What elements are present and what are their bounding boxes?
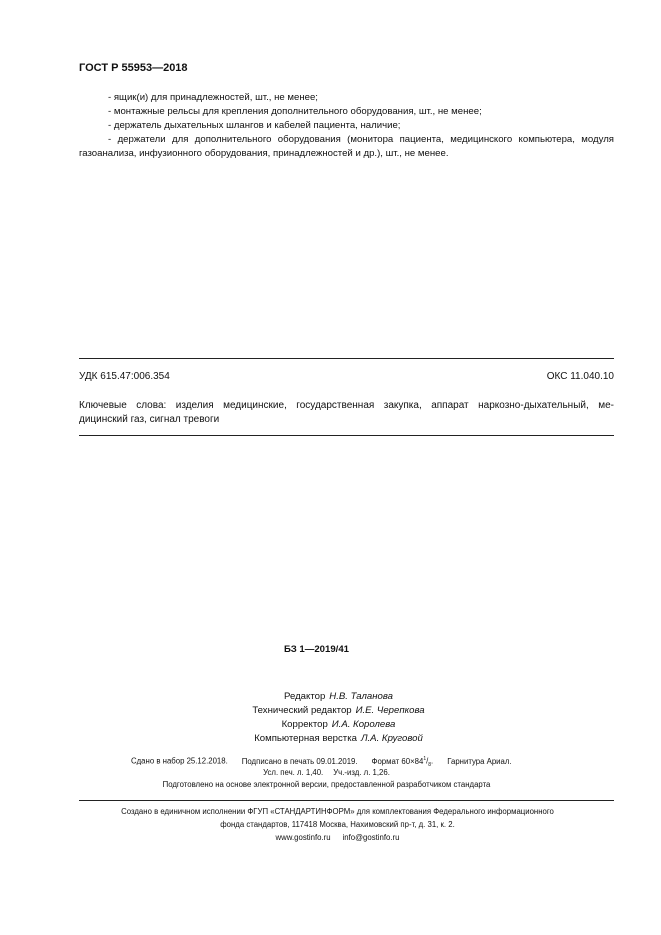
footer-line: фонда стандартов, 117418 Москва, Нахимовский пр-т, д. 31, к. 2. bbox=[220, 820, 455, 829]
imprint-line: Усл. печ. л. 1,40. Уч.-изд. л. 1,26. bbox=[263, 768, 390, 777]
list-item-continuation: газоанализа, инфузионного оборудования, принадлежностей и др.), шт., не менее. bbox=[79, 148, 449, 159]
bz-number: БЗ 1—2019/41 bbox=[283, 644, 350, 655]
imprint-line: Сдано в набор 25.12.2018. Подписано в печать 09.01.2019. Формат $60\times 84^1/_8$. Гарнитура Ариал. bbox=[131, 756, 512, 769]
list-item: - монтажные рельсы для крепления дополнительного оборудования, шт., не менее; bbox=[108, 106, 482, 117]
editor-line: Корректор И.А. Королева bbox=[281, 719, 396, 730]
editor-line: Компьютерная верстка Л.А. Круговой bbox=[254, 733, 423, 744]
email-link[interactable]: info@gostinfo.ru bbox=[342, 833, 400, 842]
list-item: - держатели для дополнительного оборудования (монитора пациента, медицинского компьютера, модуля bbox=[108, 134, 614, 145]
list-item: - ящик(и) для принадлежностей, шт., не менее; bbox=[108, 92, 318, 103]
divider bbox=[79, 358, 614, 359]
keywords-line: Ключевые слова: изделия медицинские, государственная закупка, аппарат наркозно-дыхательный, ме- bbox=[79, 400, 614, 411]
footer-line: Создано в единичном исполнении ФГУП «СТАНДАРТИНФОРМ» для комплектования Федерального информационного bbox=[121, 807, 554, 816]
document-header: ГОСТ Р 55953—2018 bbox=[79, 62, 188, 74]
editor-line: Редактор Н.В. Таланова bbox=[283, 691, 393, 702]
imprint-prepared: Подготовлено на основе электронной версии, предоставленной разработчиком стандарта bbox=[162, 780, 491, 789]
oks-code: ОКС 11.040.10 bbox=[546, 371, 614, 382]
list-item: - держатель дыхательных шлангов и кабелей пациента, наличие; bbox=[108, 120, 401, 131]
divider bbox=[79, 435, 614, 436]
footer-contacts bbox=[7, 833, 661, 842]
website-link[interactable]: www.gostinfo.ru bbox=[275, 833, 331, 842]
keywords-line: дицинский газ, сигнал тревоги bbox=[79, 414, 220, 425]
divider bbox=[79, 800, 614, 801]
udk-code: УДК 615.47:006.354 bbox=[79, 371, 170, 382]
editor-line: Технический редактор И.Е. Черепкова bbox=[252, 705, 425, 716]
